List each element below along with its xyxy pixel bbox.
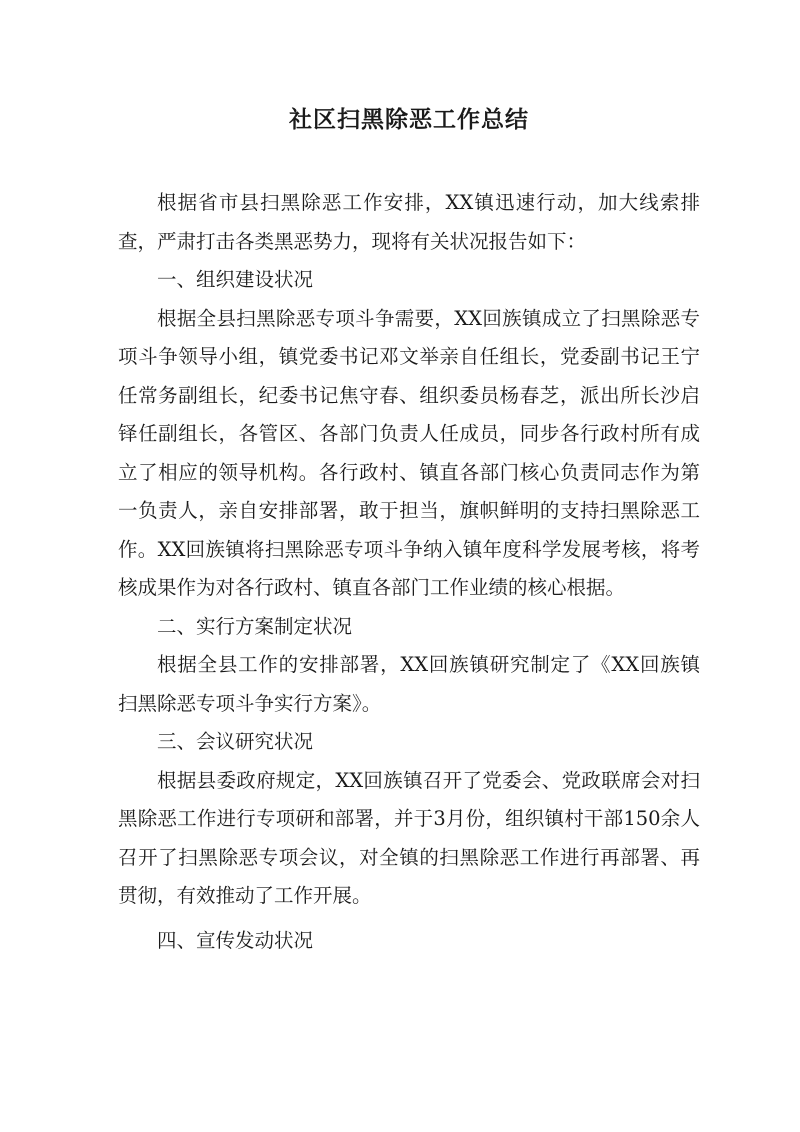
section-heading-2: 二、实行方案制定状况 [157, 614, 353, 638]
section-paragraph-3: 根据县委政府规定，XX回族镇召开了党委会、党政联席会对扫黑除恶工作进行专项研和部署，并于3月份，组织镇村干部150余人召开了扫黑除恶专项会议，对全镇的扫黑除恶工作进行再部署、再贯彻，有效推动了工作开展。 [118, 768, 700, 907]
document-body [118, 184, 700, 960]
document-title: 社区扫黑除恶工作总结 [289, 106, 529, 133]
section-heading-1: 一、组织建设状况 [157, 268, 314, 291]
section-paragraph-1: 根据全县扫黑除恶专项斗争需要，XX回族镇成立了扫黑除恶专项斗争领导小组，镇党委书记邓文举亲自任组长，党委副书记王宁任常务副组长，纪委书记焦守春、组织委员杨春芝，派出所长沙启铎任副组长，各管区、各部门负责人任成员，同步各行政村所有成立了相应的领导机构。各行政村、镇直各部门核心负责同志作为第一负责人，亲自安排部署，敢于担当，旗帜鲜明的支持扫黑除恶工作。XX回族镇将扫黑除恶专项斗争纳入镇年度科学发展考核，将考核成果作为对各行政村、镇直各部门工作业绩的核心根据。 [118, 306, 700, 599]
section-heading-3: 三、会议研究状况 [157, 730, 314, 753]
section-heading-4: 四、宣传发动状况 [157, 928, 314, 952]
intro-paragraph: 根据省市县扫黑除恶工作安排，XX镇迅速行动，加大线索排查，严肃打击各类黑恶势力，现将有关状况报告如下： [118, 191, 700, 253]
section-paragraph-2: 根据全县工作的安排部署，XX回族镇研究制定了《XX回族镇扫黑除恶专项斗争实行方案》。 [118, 653, 700, 715]
